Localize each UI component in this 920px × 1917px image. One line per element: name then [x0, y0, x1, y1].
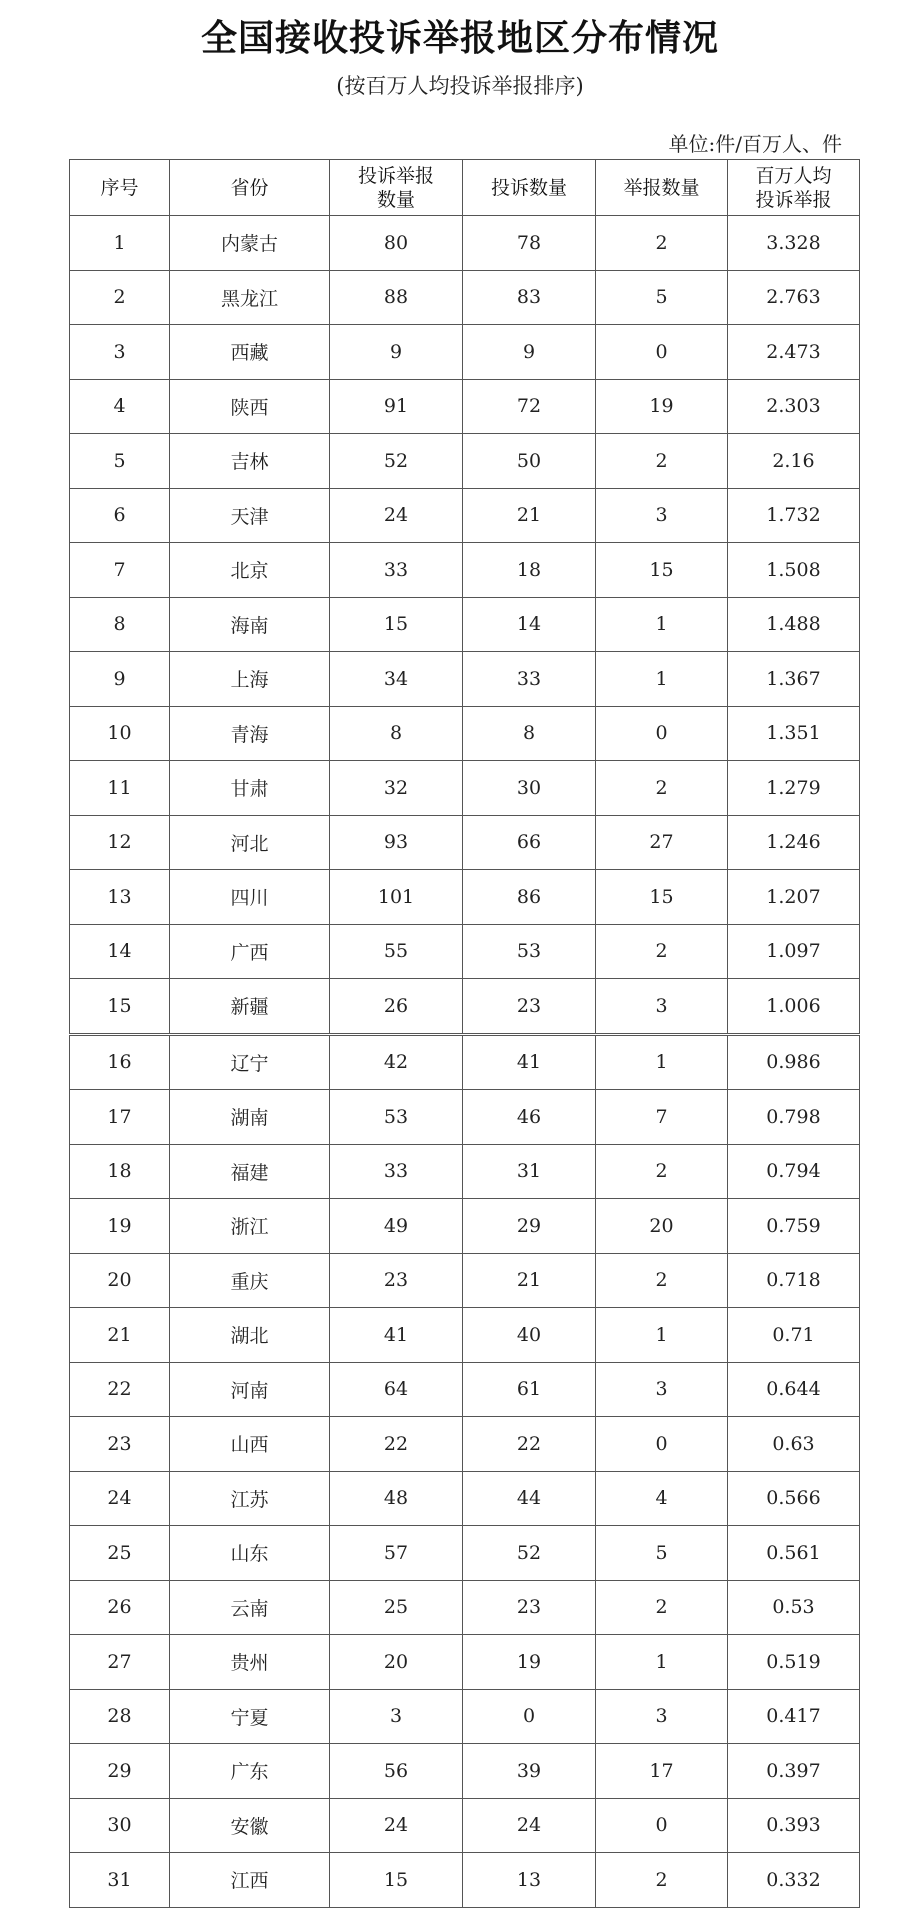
table-row	[70, 1580, 860, 1635]
cell-complaint-count: 72	[463, 379, 596, 434]
cell-per-million: 1.367	[728, 652, 860, 707]
cell-total-count: 57	[330, 1526, 463, 1581]
table-row	[70, 1362, 860, 1417]
cell-province: 福建	[170, 1144, 330, 1199]
cell-index: 25	[70, 1526, 170, 1581]
cell-total-count: 23	[330, 1253, 463, 1308]
cell-index: 28	[70, 1689, 170, 1744]
table-row	[70, 325, 860, 380]
cell-report-count: 0	[596, 1798, 728, 1853]
table-row	[70, 597, 860, 652]
cell-report-count: 2	[596, 216, 728, 271]
cell-province: 内蒙古	[170, 216, 330, 271]
cell-province: 青海	[170, 706, 330, 761]
cell-report-count: 0	[596, 325, 728, 380]
cell-total-count: 25	[330, 1580, 463, 1635]
cell-index: 5	[70, 434, 170, 489]
cell-index: 23	[70, 1417, 170, 1472]
header-province: 省份	[170, 160, 330, 216]
cell-report-count: 1	[596, 597, 728, 652]
cell-index: 8	[70, 597, 170, 652]
cell-report-count: 20	[596, 1199, 728, 1254]
table-row	[70, 1144, 860, 1199]
cell-province: 上海	[170, 652, 330, 707]
cell-complaint-count: 52	[463, 1526, 596, 1581]
cell-province: 辽宁	[170, 1034, 330, 1090]
cell-total-count: 55	[330, 924, 463, 979]
cell-total-count: 80	[330, 216, 463, 271]
cell-index: 29	[70, 1744, 170, 1799]
cell-complaint-count: 22	[463, 1417, 596, 1472]
cell-province: 北京	[170, 543, 330, 598]
cell-per-million: 2.16	[728, 434, 860, 489]
cell-total-count: 41	[330, 1308, 463, 1363]
cell-index: 16	[70, 1034, 170, 1090]
cell-report-count: 2	[596, 761, 728, 816]
cell-per-million: 0.718	[728, 1253, 860, 1308]
cell-index: 18	[70, 1144, 170, 1199]
cell-per-million: 2.473	[728, 325, 860, 380]
cell-per-million: 1.006	[728, 979, 860, 1035]
cell-province: 云南	[170, 1580, 330, 1635]
cell-index: 10	[70, 706, 170, 761]
cell-report-count: 2	[596, 1580, 728, 1635]
cell-per-million: 0.986	[728, 1034, 860, 1090]
cell-index: 11	[70, 761, 170, 816]
cell-province: 吉林	[170, 434, 330, 489]
cell-report-count: 2	[596, 1144, 728, 1199]
cell-province: 天津	[170, 488, 330, 543]
cell-total-count: 26	[330, 979, 463, 1035]
table-row	[70, 1798, 860, 1853]
cell-province: 贵州	[170, 1635, 330, 1690]
cell-province: 湖南	[170, 1090, 330, 1145]
table-row	[70, 1526, 860, 1581]
table-row	[70, 1471, 860, 1526]
cell-per-million: 0.798	[728, 1090, 860, 1145]
cell-total-count: 42	[330, 1034, 463, 1090]
cell-province: 广东	[170, 1744, 330, 1799]
cell-complaint-count: 19	[463, 1635, 596, 1690]
table-row	[70, 543, 860, 598]
cell-report-count: 1	[596, 1635, 728, 1690]
cell-index: 15	[70, 979, 170, 1035]
table-row	[70, 815, 860, 870]
cell-report-count: 27	[596, 815, 728, 870]
cell-report-count: 15	[596, 543, 728, 598]
table-row	[70, 216, 860, 271]
cell-per-million: 1.732	[728, 488, 860, 543]
cell-index: 6	[70, 488, 170, 543]
cell-total-count: 20	[330, 1635, 463, 1690]
cell-complaint-count: 21	[463, 488, 596, 543]
cell-province: 河南	[170, 1362, 330, 1417]
header-complaint-count: 投诉数量	[463, 160, 596, 216]
table-row	[70, 1308, 860, 1363]
cell-per-million: 0.566	[728, 1471, 860, 1526]
cell-total-count: 49	[330, 1199, 463, 1254]
cell-total-count: 33	[330, 1144, 463, 1199]
cell-report-count: 2	[596, 1253, 728, 1308]
cell-per-million: 0.519	[728, 1635, 860, 1690]
cell-total-count: 93	[330, 815, 463, 870]
cell-total-count: 24	[330, 488, 463, 543]
table-row	[70, 1034, 860, 1090]
table-header-row	[70, 160, 860, 216]
cell-complaint-count: 86	[463, 870, 596, 925]
table-row	[70, 1090, 860, 1145]
page-subtitle: (按百万人均投诉举报排序)	[336, 74, 584, 98]
cell-report-count: 5	[596, 270, 728, 325]
table-body	[70, 216, 860, 1908]
cell-total-count: 8	[330, 706, 463, 761]
cell-complaint-count: 18	[463, 543, 596, 598]
cell-province: 江苏	[170, 1471, 330, 1526]
cell-per-million: 2.763	[728, 270, 860, 325]
cell-per-million: 0.332	[728, 1853, 860, 1908]
cell-complaint-count: 29	[463, 1199, 596, 1254]
cell-complaint-count: 83	[463, 270, 596, 325]
cell-complaint-count: 39	[463, 1744, 596, 1799]
cell-total-count: 15	[330, 597, 463, 652]
cell-per-million: 1.508	[728, 543, 860, 598]
cell-complaint-count: 23	[463, 979, 596, 1035]
cell-index: 20	[70, 1253, 170, 1308]
cell-index: 7	[70, 543, 170, 598]
cell-index: 9	[70, 652, 170, 707]
cell-report-count: 2	[596, 434, 728, 489]
cell-total-count: 3	[330, 1689, 463, 1744]
cell-report-count: 1	[596, 1034, 728, 1090]
unit-label: 单位:件/百万人、件	[668, 132, 842, 156]
table-row	[70, 1689, 860, 1744]
cell-complaint-count: 33	[463, 652, 596, 707]
cell-index: 31	[70, 1853, 170, 1908]
cell-per-million: 1.279	[728, 761, 860, 816]
cell-index: 2	[70, 270, 170, 325]
cell-total-count: 9	[330, 325, 463, 380]
cell-total-count: 88	[330, 270, 463, 325]
table-row	[70, 1253, 860, 1308]
cell-report-count: 15	[596, 870, 728, 925]
cell-per-million: 2.303	[728, 379, 860, 434]
cell-per-million: 0.393	[728, 1798, 860, 1853]
cell-complaint-count: 24	[463, 1798, 596, 1853]
cell-per-million: 0.644	[728, 1362, 860, 1417]
cell-province: 宁夏	[170, 1689, 330, 1744]
cell-index: 17	[70, 1090, 170, 1145]
cell-report-count: 4	[596, 1471, 728, 1526]
cell-province: 四川	[170, 870, 330, 925]
cell-report-count: 2	[596, 924, 728, 979]
cell-report-count: 1	[596, 1308, 728, 1363]
cell-index: 19	[70, 1199, 170, 1254]
cell-complaint-count: 9	[463, 325, 596, 380]
cell-per-million: 0.397	[728, 1744, 860, 1799]
cell-province: 浙江	[170, 1199, 330, 1254]
cell-report-count: 17	[596, 1744, 728, 1799]
table-row	[70, 1199, 860, 1254]
cell-total-count: 56	[330, 1744, 463, 1799]
cell-per-million: 0.63	[728, 1417, 860, 1472]
header-per-million: 百万人均 投诉举报	[728, 160, 860, 216]
cell-complaint-count: 40	[463, 1308, 596, 1363]
header-report-count: 举报数量	[596, 160, 728, 216]
table-row	[70, 1853, 860, 1908]
cell-complaint-count: 30	[463, 761, 596, 816]
cell-province: 甘肃	[170, 761, 330, 816]
table-row	[70, 379, 860, 434]
header-total-count: 投诉举报 数量	[330, 160, 463, 216]
cell-province: 河北	[170, 815, 330, 870]
cell-province: 广西	[170, 924, 330, 979]
cell-complaint-count: 8	[463, 706, 596, 761]
table-row	[70, 652, 860, 707]
cell-province: 江西	[170, 1853, 330, 1908]
cell-complaint-count: 23	[463, 1580, 596, 1635]
cell-index: 21	[70, 1308, 170, 1363]
cell-report-count: 0	[596, 706, 728, 761]
cell-complaint-count: 46	[463, 1090, 596, 1145]
cell-report-count: 1	[596, 652, 728, 707]
cell-province: 重庆	[170, 1253, 330, 1308]
cell-report-count: 3	[596, 488, 728, 543]
cell-complaint-count: 21	[463, 1253, 596, 1308]
cell-province: 黑龙江	[170, 270, 330, 325]
cell-index: 27	[70, 1635, 170, 1690]
cell-complaint-count: 61	[463, 1362, 596, 1417]
cell-index: 4	[70, 379, 170, 434]
cell-complaint-count: 50	[463, 434, 596, 489]
table-row	[70, 870, 860, 925]
table-row	[70, 1417, 860, 1472]
cell-report-count: 5	[596, 1526, 728, 1581]
page-title: 全国接收投诉举报地区分布情况	[200, 18, 719, 59]
cell-complaint-count: 0	[463, 1689, 596, 1744]
cell-index: 3	[70, 325, 170, 380]
cell-report-count: 2	[596, 1853, 728, 1908]
cell-total-count: 34	[330, 652, 463, 707]
cell-total-count: 101	[330, 870, 463, 925]
cell-complaint-count: 44	[463, 1471, 596, 1526]
cell-index: 22	[70, 1362, 170, 1417]
cell-total-count: 32	[330, 761, 463, 816]
cell-province: 西藏	[170, 325, 330, 380]
cell-per-million: 0.561	[728, 1526, 860, 1581]
cell-index: 1	[70, 216, 170, 271]
complaint-table	[69, 159, 860, 1908]
cell-per-million: 0.417	[728, 1689, 860, 1744]
table-row	[70, 979, 860, 1035]
cell-province: 新疆	[170, 979, 330, 1035]
cell-total-count: 53	[330, 1090, 463, 1145]
table-row	[70, 270, 860, 325]
cell-total-count: 91	[330, 379, 463, 434]
cell-total-count: 33	[330, 543, 463, 598]
cell-report-count: 19	[596, 379, 728, 434]
header-index: 序号	[70, 160, 170, 216]
cell-complaint-count: 78	[463, 216, 596, 271]
cell-per-million: 1.246	[728, 815, 860, 870]
cell-index: 14	[70, 924, 170, 979]
cell-total-count: 52	[330, 434, 463, 489]
cell-total-count: 15	[330, 1853, 463, 1908]
cell-per-million: 1.351	[728, 706, 860, 761]
cell-report-count: 0	[596, 1417, 728, 1472]
cell-report-count: 7	[596, 1090, 728, 1145]
cell-per-million: 1.097	[728, 924, 860, 979]
cell-index: 12	[70, 815, 170, 870]
table-row	[70, 488, 860, 543]
table-row	[70, 1635, 860, 1690]
cell-per-million: 0.53	[728, 1580, 860, 1635]
cell-province: 陕西	[170, 379, 330, 434]
cell-complaint-count: 53	[463, 924, 596, 979]
table-row	[70, 706, 860, 761]
cell-index: 24	[70, 1471, 170, 1526]
cell-report-count: 3	[596, 1689, 728, 1744]
cell-index: 13	[70, 870, 170, 925]
cell-complaint-count: 14	[463, 597, 596, 652]
cell-province: 山西	[170, 1417, 330, 1472]
cell-per-million: 0.759	[728, 1199, 860, 1254]
cell-per-million: 0.794	[728, 1144, 860, 1199]
cell-per-million: 1.207	[728, 870, 860, 925]
cell-per-million: 3.328	[728, 216, 860, 271]
cell-total-count: 64	[330, 1362, 463, 1417]
table-row	[70, 924, 860, 979]
cell-per-million: 0.71	[728, 1308, 860, 1363]
cell-total-count: 22	[330, 1417, 463, 1472]
cell-total-count: 24	[330, 1798, 463, 1853]
cell-index: 30	[70, 1798, 170, 1853]
cell-province: 湖北	[170, 1308, 330, 1363]
cell-province: 海南	[170, 597, 330, 652]
cell-province: 安徽	[170, 1798, 330, 1853]
cell-per-million: 1.488	[728, 597, 860, 652]
cell-province: 山东	[170, 1526, 330, 1581]
cell-total-count: 48	[330, 1471, 463, 1526]
cell-complaint-count: 13	[463, 1853, 596, 1908]
cell-report-count: 3	[596, 1362, 728, 1417]
cell-index: 26	[70, 1580, 170, 1635]
cell-report-count: 3	[596, 979, 728, 1035]
cell-complaint-count: 31	[463, 1144, 596, 1199]
cell-complaint-count: 41	[463, 1034, 596, 1090]
table-row	[70, 434, 860, 489]
table-row	[70, 761, 860, 816]
cell-complaint-count: 66	[463, 815, 596, 870]
table-row	[70, 1744, 860, 1799]
